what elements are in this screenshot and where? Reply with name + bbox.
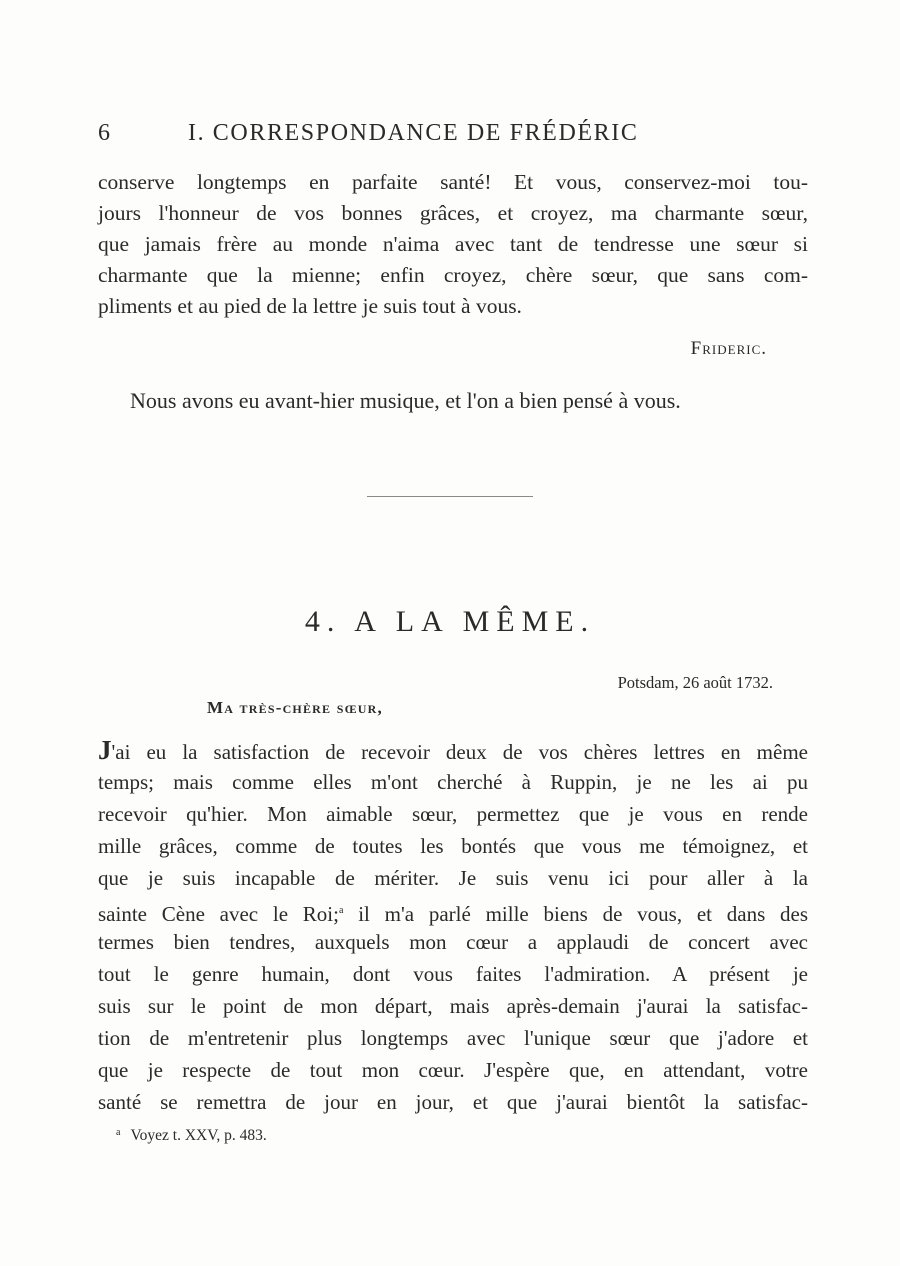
text-line: mille grâces, comme de toutes les bontés que vous me témoignez, et <box>98 834 808 858</box>
text-line: tion de m'entretenir plus longtemps avec l'unique sœur que j'adore et <box>98 1026 808 1050</box>
running-head <box>98 120 808 152</box>
salutation: Ma très-chère sœur, <box>207 698 383 717</box>
text-line: que jamais frère au monde n'aima avec tant de tendresse une sœur si <box>98 232 808 256</box>
text-line-content: sainte Cène avec le Roi; <box>98 902 339 926</box>
section-divider <box>367 496 533 497</box>
signature: Frideric. <box>690 338 767 359</box>
text-line: pliments et au pied de la lettre je suis tout à vous. <box>98 294 522 318</box>
text-line: tout le genre humain, dont vous faites l'admiration. A présent je <box>98 962 808 986</box>
footnote-mark: a <box>116 1127 121 1138</box>
text-line-content: il m'a parlé mille biens de vous, et dans des <box>358 902 809 926</box>
running-head-title: I. CORRESPONDANCE DE FRÉDÉRIC <box>188 120 639 146</box>
text-line: que je respecte de tout mon cœur. J'espère que, en attendant, votre <box>98 1058 808 1082</box>
text-line: charmante que la mienne; enfin croyez, chère sœur, que sans com- <box>98 263 808 287</box>
postscript: Nous avons eu avant-hier musique, et l'on a bien pensé à vous. <box>130 388 681 413</box>
text-line: termes bien tendres, auxquels mon cœur a applaudi de concert avec <box>98 930 808 954</box>
text-line: conserve longtemps en parfaite santé! Et vous, conservez-moi tou- <box>98 170 808 194</box>
drop-cap: J <box>98 735 112 765</box>
text-line-content: 'ai eu la satisfaction de recevoir deux de vos chères lettres en même <box>111 740 808 764</box>
text-line <box>98 735 808 769</box>
text-line: temps; mais comme elles m'ont cherché à Ruppin, je ne les ai pu <box>98 770 808 794</box>
letter-heading: 4. A LA MÊME. <box>304 605 596 638</box>
footnote-reference[interactable]: a <box>338 905 344 916</box>
dateline: Potsdam, 26 août 1732. <box>617 673 773 692</box>
text-line <box>98 895 808 931</box>
text-line: que je suis incapable de mériter. Je suis venu ici pour aller à la <box>98 866 808 890</box>
text-line: suis sur le point de mon départ, mais après-demain j'aurai la satisfac- <box>98 994 808 1018</box>
text-line: recevoir qu'hier. Mon aimable sœur, permettez que je vous en rende <box>98 802 808 826</box>
text-line: santé se remettra de jour en jour, et que j'aurai bientôt la satisfac- <box>98 1090 808 1114</box>
text-line: jours l'honneur de vos bonnes grâces, et croyez, ma charmante sœur, <box>98 201 808 225</box>
footnote <box>116 1127 267 1145</box>
footnote-text: Voyez t. XXV, p. 483. <box>130 1127 267 1144</box>
page-number: 6 <box>98 120 110 146</box>
